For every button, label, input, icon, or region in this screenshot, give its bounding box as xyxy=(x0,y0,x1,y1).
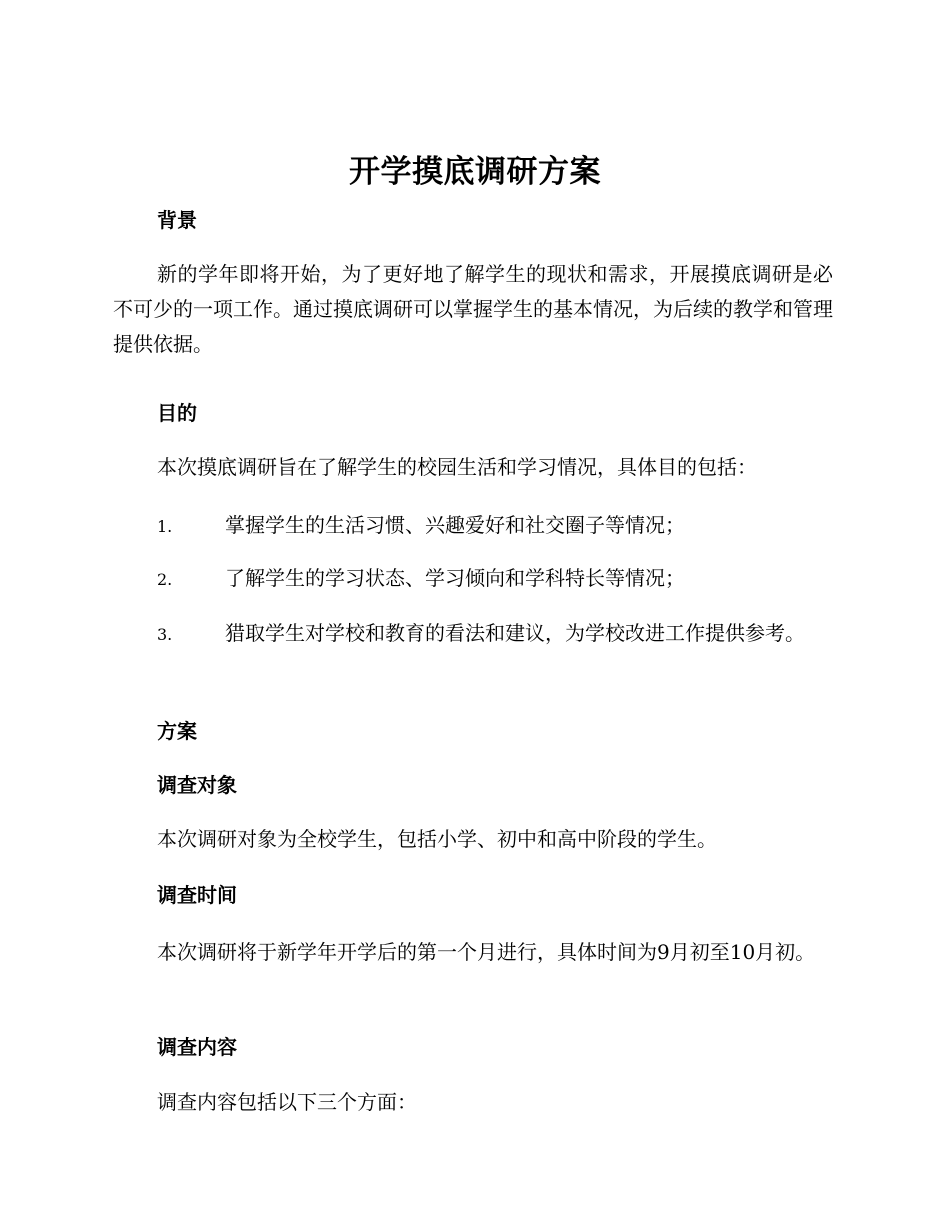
list-text: 了解学生的学习状态、学习倾向和学科特长等情况； xyxy=(225,566,685,590)
purpose-list-item xyxy=(113,503,833,549)
list-text: 掌握学生的生活习惯、兴趣爱好和社交圈子等情况； xyxy=(225,513,685,537)
section-heading-plan: 方案 xyxy=(157,719,197,743)
time-paragraph: 本次调研将于新学年开学后的第一个月进行，具体时间为9月初至10月初。 xyxy=(157,940,816,964)
list-text: 猎取学生对学校和教育的看法和建议，为学校改进工作提供参考。 xyxy=(225,621,805,645)
document-title: 开学摸底调研方案 xyxy=(349,154,601,190)
subsection-heading-time: 调查时间 xyxy=(157,883,237,907)
section-heading-purpose: 目的 xyxy=(157,401,197,425)
purpose-intro: 本次摸底调研旨在了解学生的校园生活和学习情况，具体目的包括： xyxy=(157,455,757,479)
subject-paragraph: 本次调研对象为全校学生，包括小学、初中和高中阶段的学生。 xyxy=(157,827,717,851)
purpose-list-item xyxy=(113,611,833,657)
subsection-heading-subject: 调查对象 xyxy=(157,773,237,797)
subsection-heading-content: 调查内容 xyxy=(157,1035,237,1059)
content-paragraph: 调查内容包括以下三个方面： xyxy=(157,1090,417,1114)
background-paragraph: 新的学年即将开始，为了更好地了解学生的现状和需求，开展摸底调研是必不可少的一项工作。通过摸底调研可以掌握学生的基本情况，为后续的教学和管理提供依据。 xyxy=(113,262,833,356)
list-number: 3. xyxy=(157,625,173,644)
purpose-list-item xyxy=(113,556,833,602)
list-number: 2. xyxy=(157,570,173,589)
list-number: 1. xyxy=(157,517,173,536)
section-heading-background: 背景 xyxy=(157,208,197,232)
